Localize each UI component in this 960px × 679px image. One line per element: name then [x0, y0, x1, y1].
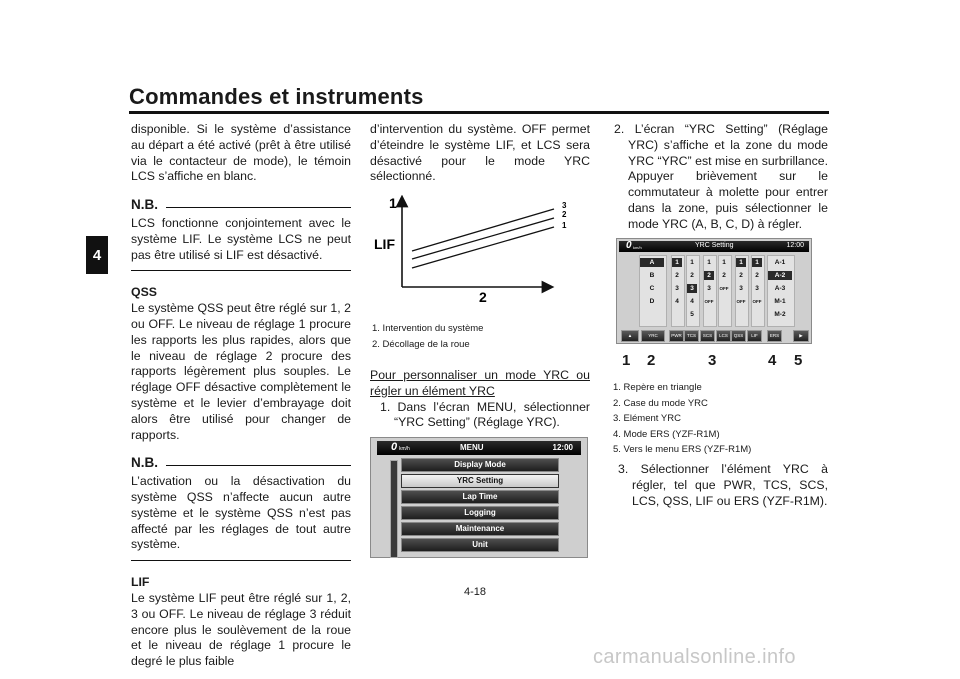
menu-screen — [370, 437, 588, 558]
speed-unit: km/h — [399, 446, 410, 452]
x-axis-label: 2 — [479, 289, 487, 305]
triangle-icon: ▲ — [627, 333, 633, 338]
yrc-button-scs[interactable]: SCS — [700, 330, 715, 342]
yrc-cell[interactable]: 2 — [704, 271, 714, 280]
note-label: N.B. — [131, 197, 158, 213]
caption-item: 1. Repère en triangle — [613, 382, 702, 393]
yrc-cell[interactable]: 5 — [690, 311, 694, 318]
figure-callouts — [620, 352, 810, 370]
caption-item: 2. Case du mode YRC — [613, 397, 708, 409]
intro-paragraph: disponible. Si le système d’assistance au départ a été activé (prêt à être utilisé via le contacteur de mode), le témoin LCS s’affiche en blanc. — [131, 122, 351, 184]
yrc-cell[interactable]: 3 — [739, 285, 743, 292]
yrc-cell[interactable]: 1 — [707, 259, 711, 266]
column-1 — [131, 122, 351, 670]
yrc-captions — [613, 380, 828, 458]
yrc-button-yrc[interactable]: YRC — [641, 330, 665, 342]
column-3 — [614, 122, 828, 233]
lif-heading: LIF — [131, 575, 150, 590]
yrc-cell[interactable]: 4 — [690, 298, 694, 305]
yrc-cell[interactable]: 3 — [707, 285, 711, 292]
yrc-cell[interactable]: 1 — [722, 259, 726, 266]
callout-1: 1 — [622, 352, 631, 369]
note-label-2: N.B. — [131, 455, 158, 471]
menu-item-unit[interactable]: Unit — [401, 538, 559, 552]
note-end-rule-2 — [131, 560, 351, 561]
callout-3: 3 — [708, 352, 717, 369]
y-axis-label: 1 — [389, 195, 397, 211]
yrc-cell[interactable]: OFF — [704, 299, 714, 304]
yrc-setting-screen — [616, 238, 812, 344]
page-title: Commandes et instruments — [129, 84, 424, 109]
triangle-marker-button[interactable] — [621, 330, 639, 342]
yrc-cell[interactable]: A — [640, 258, 664, 267]
yrc-cell[interactable]: 2 — [722, 272, 726, 279]
note-text-2: L’activation ou la désactivation du système QSS n’affecte aucun autre système et le système QSS n’est pas affecté par les réglages de tout autre système. — [131, 474, 351, 552]
caption-item: 4. Mode ERS (YZF-R1M) — [613, 428, 720, 440]
yrc-button-lcs[interactable]: LCS — [716, 330, 731, 342]
step-1: 1. Dans l’écran MENU, sélectionner “YRC Setting” (Réglage YRC). — [380, 399, 590, 430]
yrc-cell[interactable]: D — [649, 298, 655, 305]
clock: 12:00 — [552, 443, 573, 452]
yrc-cell[interactable]: C — [649, 285, 655, 292]
caption-item: 1. Intervention du système — [372, 323, 484, 334]
lif-chart — [372, 195, 582, 322]
caption-item: 2. Décollage de la roue — [372, 338, 470, 350]
series-line-3 — [412, 209, 554, 251]
yrc-cell[interactable]: 2 — [739, 272, 743, 279]
ers-menu-arrow-button[interactable] — [793, 330, 809, 342]
yrc-cell[interactable]: 4 — [675, 298, 679, 305]
callout-5: 5 — [794, 352, 803, 369]
annotation-lif: LIF — [374, 236, 395, 252]
series-line-2 — [412, 218, 554, 259]
yrc-title: YRC Setting — [695, 242, 734, 249]
series-line-1 — [412, 227, 554, 268]
yrc-cell[interactable]: 2 — [755, 272, 759, 279]
menu-item-maintenance[interactable]: Maintenance — [401, 522, 559, 536]
column-2 — [370, 122, 590, 185]
note-heading — [131, 197, 351, 213]
qss-paragraph: Le système QSS peut être réglé sur 1, 2 ou OFF. Le niveau de réglage 1 procure les rapports les plus rapides, alors que le niveau de réglage 2 procure des rapports légèrement plus souples. Le réglage OFF désactive complètement le système et le levier d’embrayage doit alors être utilisé pour changer de rapports. — [131, 301, 351, 442]
menu-title: MENU — [460, 443, 484, 452]
menu-scrollbar — [390, 460, 398, 558]
intro-paragraph-2: d’intervention du système. OFF permet d’éteindre le système LIF, et LCS sera désactivé pour le mode YRC sélectionné. — [370, 122, 590, 184]
menu-item-yrc-setting[interactable]: YRC Setting — [401, 474, 559, 488]
series-label-2: 2 — [562, 210, 567, 219]
lif-chart-svg — [372, 195, 582, 317]
watermark: carmanualsonline.info — [593, 646, 796, 668]
step-2: 2. L’écran “YRC Setting” (Réglage YRC) s’affiche et la zone du mode YRC “YRC” est mise en surbrillance. Appuyer brièvement sur le commutateur à molette pour entrer dans la zone, puis sélectionner le mode YRC (A, B, C, D) à régler. — [614, 122, 828, 231]
yrc-cell[interactable]: OFF — [752, 299, 762, 304]
yrc-cell[interactable]: 3 — [755, 285, 759, 292]
yrc-cell[interactable]: 3 — [675, 285, 679, 292]
yrc-button-qss[interactable]: QSS — [731, 330, 746, 342]
speed-unit: km/h — [633, 245, 642, 250]
yrc-button-pwr[interactable]: PWR — [669, 330, 684, 342]
customize-heading: Pour personnaliser un mode YRC ou régler un élément YRC — [370, 368, 590, 398]
yrc-cell[interactable]: OFF — [736, 299, 746, 304]
note-end-rule — [131, 270, 351, 271]
menu-item-lap-time[interactable]: Lap Time — [401, 490, 559, 504]
yrc-cell[interactable]: 2 — [690, 272, 694, 279]
page-number: 4-18 — [464, 586, 487, 598]
menu-title-bar — [377, 441, 581, 455]
menu-item-logging[interactable]: Logging — [401, 506, 559, 520]
clock: 12:00 — [786, 242, 804, 249]
yrc-cell[interactable]: OFF — [719, 286, 729, 291]
chapter-tab: 4 — [86, 236, 108, 274]
yrc-cell[interactable]: M-2 — [774, 311, 786, 318]
series-label-1: 1 — [562, 221, 567, 230]
column-3-lower — [618, 462, 828, 509]
lif-paragraph: Le système LIF peut être réglé sur 1, 2, 3 ou OFF. Le niveau de réglage 3 réduit encore plus le soulèvement de la roue et le niveau de réglage 1 procure le degré le plus faible — [131, 590, 351, 669]
arrow-right-icon: ▶ — [799, 333, 803, 338]
note-text: LCS fonctionne conjointement avec le système LIF. Le système LCS ne peut pas être utilisé si LIF est désactivé. — [131, 215, 351, 262]
title-divider — [129, 111, 829, 114]
callout-2: 2 — [647, 352, 656, 369]
yrc-cell[interactable]: 1 — [690, 259, 694, 266]
yrc-cell[interactable]: 1 — [752, 258, 762, 267]
caption-item: 5. Vers le menu ERS (YZF-R1M) — [613, 444, 752, 455]
speed-readout: 0 — [626, 240, 632, 251]
series-label-3: 3 — [562, 201, 567, 210]
menu-item-display-mode[interactable]: Display Mode — [401, 458, 559, 472]
yrc-cell[interactable]: 2 — [675, 272, 679, 279]
speed-readout: 0 — [391, 441, 398, 453]
callout-4: 4 — [768, 352, 777, 369]
yrc-cell[interactable]: 1 — [672, 258, 682, 267]
column-2-lower — [370, 368, 590, 431]
qss-heading: QSS — [131, 285, 157, 300]
yrc-button-lif[interactable]: LIF — [747, 330, 762, 342]
yrc-cell[interactable]: A-3 — [774, 285, 786, 292]
yrc-title-bar — [619, 241, 809, 252]
chart-captions — [372, 321, 592, 352]
yrc-cell[interactable]: M-1 — [774, 298, 786, 305]
yrc-cell[interactable]: A-1 — [774, 259, 786, 266]
note-heading-2 — [131, 455, 351, 471]
caption-item: 3. Elément YRC — [613, 413, 681, 424]
yrc-cell[interactable]: 3 — [687, 284, 697, 293]
yrc-cell[interactable]: B — [649, 272, 655, 279]
yrc-button-tcs[interactable]: TCS — [684, 330, 699, 342]
yrc-cell[interactable]: A-2 — [768, 271, 792, 280]
step-3: 3. Sélectionner l’élément YRC à régler, tel que PWR, TCS, SCS, LCS, QSS, LIF ou ERS (YZF-R1M). — [618, 462, 828, 508]
yrc-cell[interactable]: 1 — [736, 258, 746, 267]
yrc-button-ers[interactable]: ERS — [767, 330, 782, 342]
